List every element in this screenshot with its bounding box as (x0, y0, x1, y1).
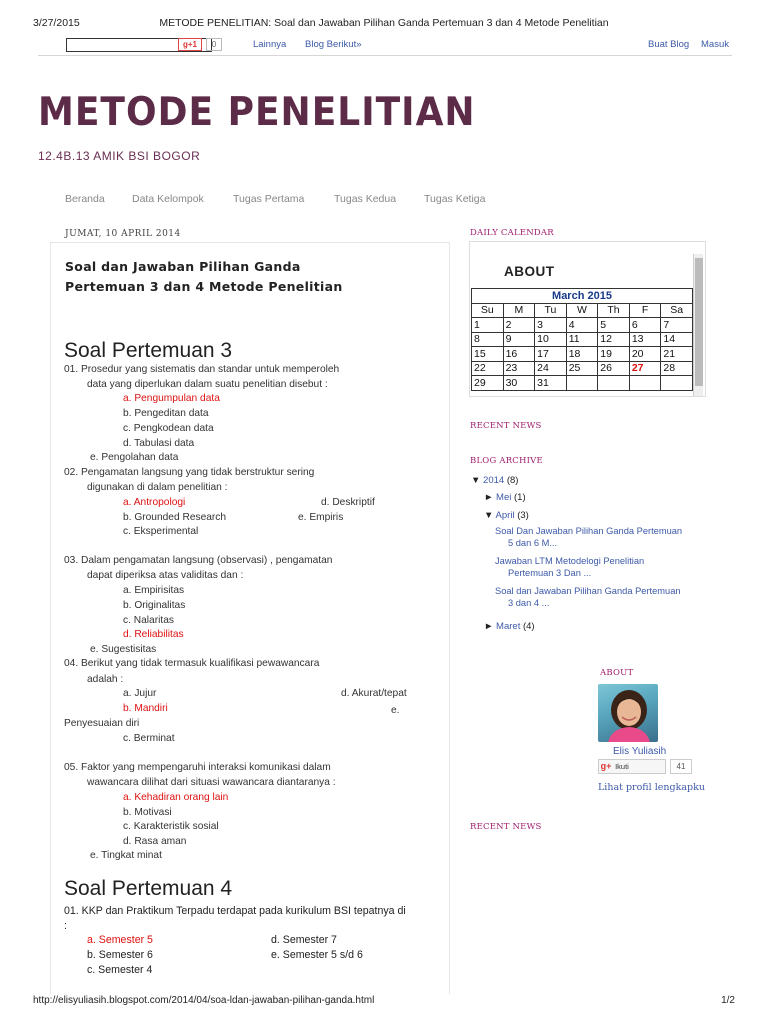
calendar-day: 26 (598, 361, 630, 376)
google-plus-count: 0 (206, 38, 222, 51)
archive-month-link[interactable]: Maret (496, 621, 521, 632)
question-line: 04. Berikut yang tidak termasuk kualifikasi pewawancara (64, 658, 320, 669)
answer-option-correct: b. Mandiri (123, 703, 168, 714)
google-plus-button[interactable]: g+1 (178, 38, 202, 51)
post-title-line-1: Soal dan Jawaban Pilihan Ganda (65, 259, 301, 274)
answer-option: d. Semester 7 (271, 934, 337, 946)
weekday-label: Tu (535, 303, 567, 318)
answer-option: c. Nalaritas (123, 615, 174, 626)
answer-option: c. Berminat (123, 733, 175, 744)
calendar-day: 11 (566, 332, 598, 347)
answer-option: d. Tabulasi data (123, 438, 195, 449)
archive-post-line: Pertemuan 3 Dan ... (508, 568, 592, 578)
question-line: 01. Prosedur yang sistematis dan standar untuk memperoleh (64, 364, 340, 375)
print-date: 3/27/2015 (33, 17, 80, 29)
weekday-label: Th (598, 303, 630, 318)
archive-month-link[interactable]: Mei (496, 492, 512, 503)
print-title: METODE PENELITIAN: Soal dan Jawaban Pilihan Ganda Pertemuan 3 dan 4 Metode Penelitian (159, 17, 609, 29)
answer-option: e. (391, 705, 400, 716)
archive-count: (3) (517, 510, 529, 521)
answer-option-correct: a. Semester 5 (87, 934, 153, 946)
calendar-day: 5 (598, 318, 630, 333)
question-line: adalah : (87, 674, 124, 685)
calendar-day: 10 (535, 332, 567, 347)
question-line: wawancara dilihat dari situasi wawancara diantaranya : (87, 777, 336, 788)
tab-beranda[interactable]: Beranda (65, 193, 105, 205)
archive-post-link[interactable] (495, 555, 644, 579)
calendar-day (566, 376, 598, 391)
follow-label: Ikuti (615, 762, 629, 771)
question-line: 01. KKP dan Praktikum Terpadu terdapat pada kurikulum BSI tepatnya di (64, 905, 406, 917)
next-blog-link[interactable]: Blog Berikut» (305, 39, 362, 50)
section-heading-3: Soal Pertemuan 3 (64, 339, 233, 362)
answer-option: e. Pengolahan data (90, 452, 179, 463)
calendar-day: 13 (629, 332, 661, 347)
calendar-day: 22 (472, 361, 504, 376)
follow-button[interactable] (598, 759, 666, 774)
profile-photo-icon (598, 684, 658, 742)
profile-name-link[interactable]: Elis Yuliasih (613, 746, 667, 757)
answer-option: a. Empirisitas (123, 585, 185, 596)
calendar-day: 7 (661, 318, 693, 333)
calendar-day: 31 (535, 376, 567, 391)
answer-option: b. Semester 6 (87, 949, 153, 961)
question-line: 02. Pengamatan langsung yang tidak berstruktur sering (64, 467, 315, 478)
tab-tugas-ketiga[interactable]: Tugas Ketiga (424, 193, 486, 205)
post-title-line-2: Pertemuan 3 dan 4 Metode Penelitian (65, 279, 343, 294)
archive-count: (1) (514, 492, 526, 503)
weekday-label: M (503, 303, 535, 318)
archive-post-link[interactable] (495, 525, 682, 549)
archive-month-row[interactable] (484, 492, 526, 503)
more-link[interactable]: Lainnya (253, 39, 287, 50)
calendar-day: 30 (503, 376, 535, 391)
archive-month-row[interactable] (484, 510, 529, 521)
calendar-day: 14 (661, 332, 693, 347)
blogger-navbar (38, 36, 732, 56)
tab-tugas-pertama[interactable]: Tugas Pertama (233, 193, 305, 205)
calendar-day: 15 (472, 347, 504, 362)
answer-option: d. Rasa aman (123, 836, 187, 847)
login-link[interactable]: Masuk (701, 39, 729, 50)
weekday-label: F (629, 303, 661, 318)
answer-option: b. Grounded Research (123, 512, 227, 523)
sidebar-heading-blog-archive: BLOG ARCHIVE (470, 456, 543, 466)
answer-option: e. Semester 5 s/d 6 (271, 949, 363, 961)
answer-option: e. Tingkat minat (90, 850, 162, 861)
calendar-day: 2 (503, 318, 535, 333)
answer-option-correct: d. Reliabilitas (123, 629, 184, 640)
section-heading-4: Soal Pertemuan 4 (64, 877, 233, 900)
post-date: JUMAT, 10 APRIL 2014 (65, 229, 181, 239)
answer-option-correct: a. Antropologi (123, 497, 186, 508)
calendar-grid (471, 288, 693, 391)
archive-post-line: 5 dan 6 M... (508, 538, 558, 548)
sidebar-heading-recent-news: RECENT NEWS (470, 421, 542, 431)
sidebar-heading-about: ABOUT (600, 668, 634, 678)
expand-triangle-icon[interactable]: ▼ (484, 510, 494, 521)
answer-option: b. Motivasi (123, 807, 172, 818)
google-plus-icon: g+ (600, 761, 612, 771)
answer-option: c. Karakteristik sosial (123, 821, 219, 832)
print-page-number: 1/2 (721, 995, 735, 1006)
calendar-day: 3 (535, 318, 567, 333)
answer-option: b. Pengeditan data (123, 408, 209, 419)
calendar-day: 20 (629, 347, 661, 362)
follower-count: 41 (670, 759, 692, 774)
answer-option: c. Semester 4 (87, 964, 153, 976)
archive-post-line: Jawaban LTM Metodelogi Penelitian (495, 556, 645, 566)
calendar-title: ABOUT (504, 264, 555, 279)
calendar-day: 1 (472, 318, 504, 333)
post-title[interactable] (65, 257, 435, 297)
calendar-day: 16 (503, 347, 535, 362)
calendar-day: 19 (598, 347, 630, 362)
archive-post-line: Soal Dan Jawaban Pilihan Ganda Pertemuan (495, 526, 683, 536)
answer-option: d. Akurat/tepat (341, 688, 407, 699)
answer-option: b. Originalitas (123, 600, 186, 611)
collapse-triangle-icon[interactable]: ► (484, 492, 494, 503)
calendar-day: 21 (661, 347, 693, 362)
answer-option: e. Empiris (298, 512, 344, 523)
weekday-label: Sa (661, 303, 693, 318)
page-tabs (38, 193, 732, 223)
answer-option: Penyesuaian diri (64, 718, 140, 729)
calendar-month: March 2015 (472, 289, 693, 304)
answer-option: d. Deskriptif (321, 497, 375, 508)
sidebar-heading-daily-calendar: DAILY CALENDAR (470, 228, 554, 238)
answer-option: a. Jujur (123, 688, 157, 699)
answer-option: e. Sugestisitas (90, 644, 157, 655)
archive-year-link[interactable]: 2014 (483, 475, 505, 486)
calendar-day: 6 (629, 318, 661, 333)
view-profile-link[interactable]: Lihat profil lengkapku (598, 782, 705, 793)
archive-month-link[interactable]: April (495, 510, 515, 521)
sidebar-heading-recent-news-2: RECENT NEWS (470, 822, 542, 832)
calendar-day: 24 (535, 361, 567, 376)
calendar-day: 17 (535, 347, 567, 362)
archive-count: (8) (506, 475, 519, 486)
question-line: digunakan di dalam penelitian : (87, 482, 228, 493)
answer-option-correct: a. Kehadiran orang lain (123, 792, 229, 803)
question-line: : (64, 920, 67, 932)
answer-option: c. Pengkodean data (123, 423, 214, 434)
archive-post-line: 3 dan 4 ... (508, 598, 550, 608)
post-card (50, 242, 450, 994)
question-line: 05. Faktor yang mempengaruhi interaksi komunikasi dalam (64, 762, 331, 773)
blog-title[interactable]: METODE PENELITIAN (38, 89, 476, 136)
answer-option: c. Eksperimental (123, 526, 199, 537)
calendar-scrollbar[interactable] (693, 254, 703, 396)
calendar-day: 12 (598, 332, 630, 347)
question-line: 03. Dalam pengamatan langsung (observasi) , pengamatan (64, 555, 333, 566)
archive-post-link[interactable] (495, 585, 681, 609)
profile-avatar[interactable] (598, 684, 658, 742)
calendar-day: 25 (566, 361, 598, 376)
archive-year-row[interactable] (471, 475, 518, 486)
tab-data-kelompok[interactable]: Data Kelompok (132, 193, 204, 205)
calendar-day (661, 376, 693, 391)
blog-description: 12.4B.13 AMIK BSI BOGOR (38, 149, 201, 163)
answer-option-correct: a. Pengumpulan data (123, 393, 220, 404)
calendar-day: 9 (503, 332, 535, 347)
weekday-label: W (566, 303, 598, 318)
archive-count: (4) (522, 621, 535, 632)
archive-post-line: Soal dan Jawaban Pilihan Ganda Pertemuan (495, 586, 681, 596)
calendar-day (629, 376, 661, 391)
calendar-day: 23 (503, 361, 535, 376)
calendar-day: 29 (472, 376, 504, 391)
question-line: dapat diperiksa atas validitas dan : (87, 570, 244, 581)
calendar-day: 8 (472, 332, 504, 347)
calendar-widget (469, 241, 706, 397)
tab-tugas-kedua[interactable]: Tugas Kedua (334, 193, 397, 205)
expand-triangle-icon[interactable]: ▼ (471, 475, 481, 486)
calendar-day: 28 (661, 361, 693, 376)
collapse-triangle-icon[interactable]: ► (484, 621, 494, 632)
question-line: data yang diperlukan dalam suatu penelitian disebut : (87, 379, 328, 390)
archive-month-row[interactable] (484, 621, 535, 632)
calendar-day: 4 (566, 318, 598, 333)
calendar-day-today: 27 (629, 361, 661, 376)
create-blog-link[interactable]: Buat Blog (648, 39, 690, 50)
calendar-day: 18 (566, 347, 598, 362)
weekday-label: Su (472, 303, 504, 318)
scrollbar-thumb[interactable] (695, 258, 703, 386)
print-url: http://elisyuliasih.blogspot.com/2014/04/soa-ldan-jawaban-pilihan-ganda.html (33, 995, 375, 1006)
calendar-day (598, 376, 630, 391)
